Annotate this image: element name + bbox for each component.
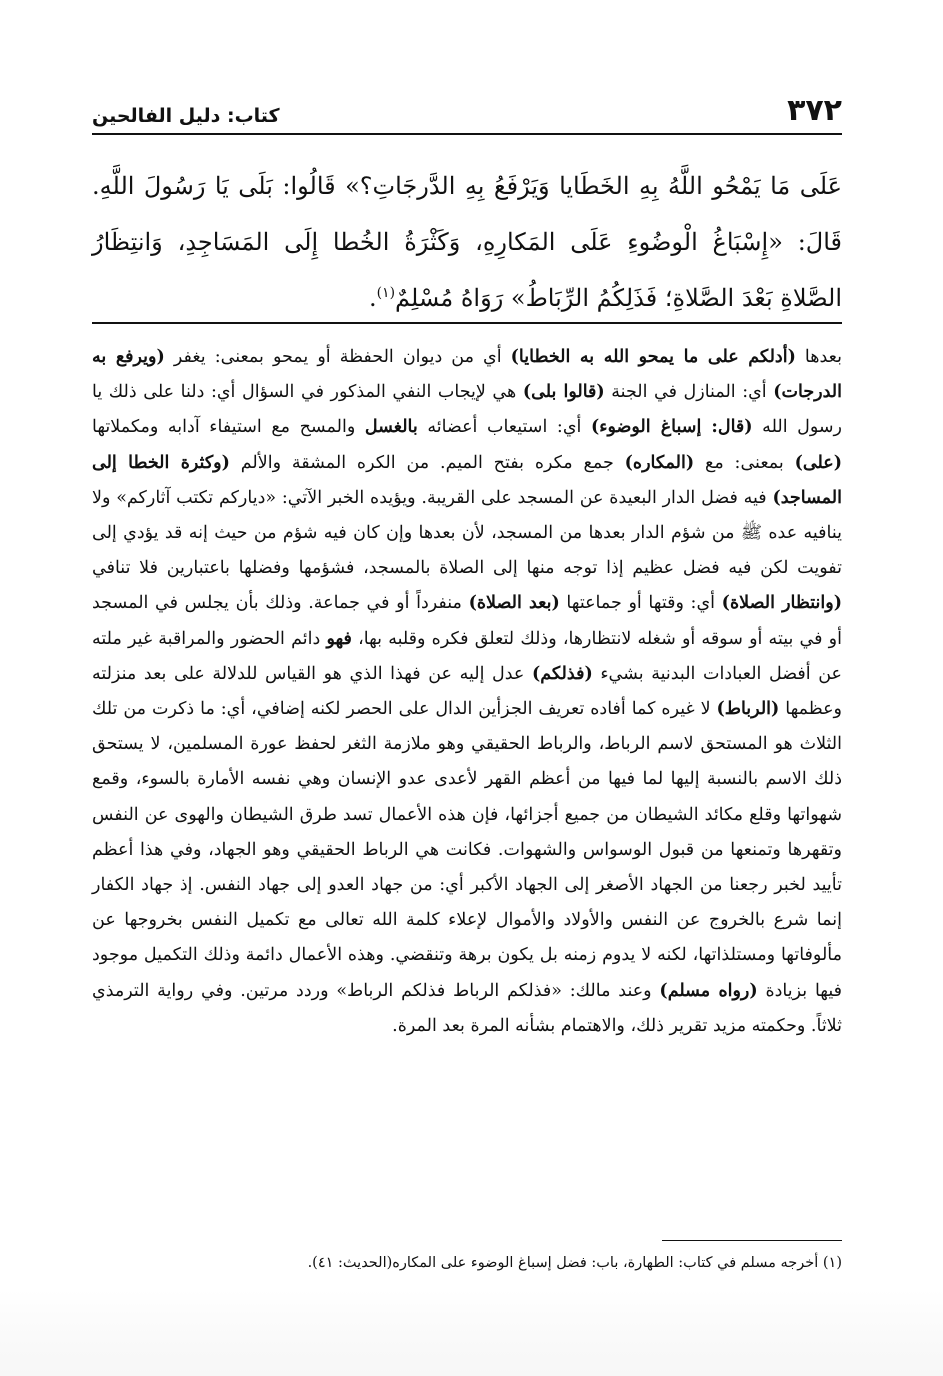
- commentary-bold-phrase: (وانتظار الصلاة): [721, 593, 842, 614]
- section-divider: [92, 322, 842, 324]
- scan-shading: [0, 1290, 943, 1376]
- commentary-text-segment: جمع مكره بفتح الميم. من الكره المشقة والألم: [229, 452, 625, 473]
- header-divider: [92, 133, 842, 135]
- commentary-bold-phrase: فهو: [326, 628, 352, 649]
- commentary-text-segment: بمعنى: مع: [694, 452, 795, 473]
- hadith-ending: .: [368, 284, 377, 312]
- footnote-divider: [662, 1240, 842, 1241]
- commentary-bold-phrase: (بعد الصلاة): [468, 593, 560, 614]
- footnote: (١) أخرجه مسلم في كتاب: الطهارة، باب: فضل إسباغ الوضوء على المكاره(الحديث: ٤١).: [307, 1255, 842, 1271]
- commentary-bold-phrase: (الرباط): [716, 699, 780, 720]
- page-number: ٣٧٢: [787, 93, 842, 128]
- hadith-body: عَلَى مَا يَمْحُو اللَّهُ بِهِ الخَطَايا وَيَرْفَعُ بِهِ الدَّرجَاتِ؟» قَالُوا: بَلَى يَا رَسُولَ اللَّهِ. قَالَ: «إِسْبَاغُ الْوضُوءِ عَلَى المَكارِهِ، وَكَثْرَةُ الخُطا إِلَى المَسَاجِدِ، وَانتِظَارُ الصَّلاةِ بَعْدَ الصَّلاةِ؛ فَذَلِكُمُ الرِّبَاطُ» رَوَاهُ مُسْلِمٌ: [92, 172, 843, 312]
- commentary-text-segment: منفرداً أو في جماعة. وذلك بأن يجلس في المسجد أو في بيته أو سوقه أو شغله لانتظارها، وذلك لتعلق فكره وقلبه بها،: [92, 593, 842, 649]
- commentary-bold-phrase: (فذلكم): [531, 663, 593, 684]
- commentary-text-segment: والمسح مع استيفاء آدابه ومكملاتها: [92, 417, 365, 438]
- book-title: كتاب: دليل الفالحين: [92, 105, 280, 127]
- page-header: [92, 82, 842, 126]
- commentary-bold-phrase: (قالوا بلى): [522, 382, 605, 403]
- commentary-text-segment: أي: المنازل في الجنة: [604, 382, 774, 403]
- commentary-bold-phrase: (وكثرة الخطا إلى المساجد): [92, 452, 842, 508]
- commentary-bold-phrase: (المكاره): [624, 452, 695, 473]
- commentary-text-segment: أي من ديوان الحفظة أو يمحو بمعنى: يغفر: [164, 347, 511, 367]
- commentary-bold-phrase: (أدلكم على ما يمحو الله به الخطايا): [510, 347, 796, 367]
- hadith-text: [92, 158, 842, 326]
- commentary-text-segment: بعدها: [795, 347, 842, 367]
- commentary-text: [92, 340, 842, 1044]
- commentary-text-segment: عدل إليه عن فهذا الذي هو القياس للدلالة على بعد منزلته وعظمها: [92, 663, 843, 720]
- commentary-bold-phrase: (على): [794, 452, 842, 473]
- commentary-text-segment: لا غيره كما أفاده تعريف الجزأين الدال على الحصر لكنه إضافي، أي: ما ذكرت من تلك الثلاث هو المستحق لاسم الرباط، والرباط الحقيقي وهو ملازمة الثغر لحفظ عورة المسلمين، لا يستحق ذلك الاسم بالنسبة إليها لما فيها من أعظم القهر لأعدى عدو الإنسان وهي نفسه الأمارة بالسوء، وقمع شهواتها وقلع مكائد الشيطان من جميع أجزائها، فإن هذه الأعمال تسد طرق الشيطان والهوى عن النفس وتقهرها وتمنعها من قبول الوسواس والشهوات. فكانت هي الرباط الحقيقي وهو الجهاد، وفي هذا أعظم تأييد لخبر رجعنا من الجهاد الأصغر إلى الجهاد الأكبر أي: من جهاد العدو إلى جهاد النفس. إذ جهاد الكفار إنما شرع بالخروج عن النفس والأولاد والأموال لإعلاء كلمة الله تعالى مع تكميل النفس بخروجها عن مألوفاتها ومستلذاتها، لكنه لا يدوم زمنه بل يكون برهة وتنقضي. وهذه الأعمال دائمة وذلك التكميل موجود فيها بزيادة: [92, 699, 842, 1001]
- commentary-bold-phrase: بالغسل: [364, 417, 418, 438]
- commentary-text-segment: دائم الحضور والمراقبة غير ملته عن أفضل العبادات البدنية بشيء: [92, 628, 842, 684]
- commentary-text-segment: أي: استيعاب أعضائه: [417, 417, 591, 438]
- commentary-bold-phrase: (قال: إسباغ الوضوء): [590, 417, 753, 438]
- commentary-text-segment: فيه فضل الدار البعيدة عن المسجد على القريبة. ويؤيده الخبر الآتي: «دياركم تكتب آثاركم» ولا ينافيه عده ﷺ من شؤم الدار بعدها من المسجد، لأن بعدها وإن كان فيه شؤم من حيث إنه قد يؤدي إلى تفويت لكن فيه فضل عظيم إذا توجه منها إلى الصلاة بالمسجد، فشؤمها وفضلها باعتبارين فلا تنافي: [92, 487, 842, 579]
- commentary-text-segment: أي: وقتها أو جماعتها: [559, 593, 722, 614]
- commentary-bold-phrase: (ويرفع به الدرجات): [92, 347, 842, 403]
- commentary-text-segment: هي لإيجاب النفي المذكور في السؤال أي: دلنا على ذلك يا رسول الله: [92, 382, 843, 438]
- commentary-bold-phrase: (رواه مسلم): [659, 980, 758, 1001]
- commentary-text-segment: وعند مالك: «فذلكم الرباط فذلكم الرباط» وردد مرتين. وفي رواية الترمذي ثلاثاً. وحكمته مزيد تقرير ذلك، والاهتمام بشأنه المرة بعد المرة.: [92, 980, 842, 1036]
- footnote-reference: (١): [376, 285, 396, 301]
